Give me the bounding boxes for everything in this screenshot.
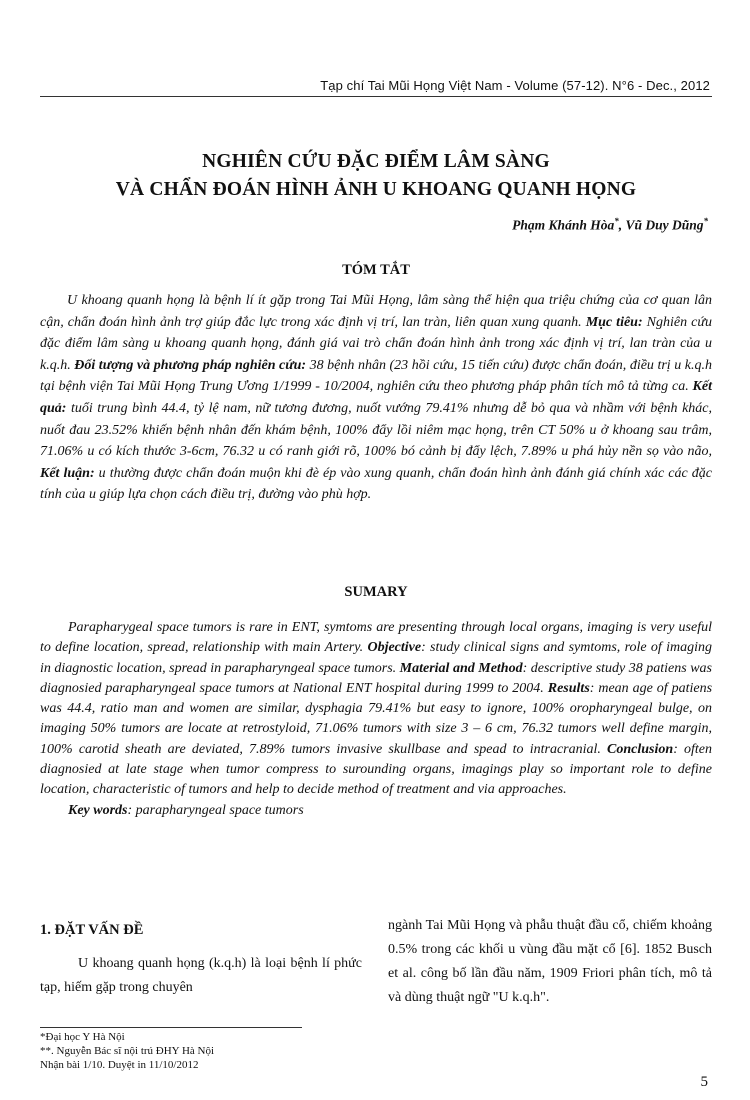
- section-1-heading: 1. ĐẶT VẤN ĐỀ: [40, 922, 144, 938]
- summary-keywords-text: : parapharyngeal space tumors: [127, 802, 304, 818]
- summary-results-label: Results: [547, 680, 590, 696]
- section-1-left-column: U khoang quanh họng (k.q.h) là loại bệnh lí phức tạp, hiếm gặp trong chuyên: [40, 956, 362, 995]
- summary-intro: Parapharygeal space tumors is rare in ENT, symtoms are presenting through local organs, imaging is very useful to define location, spread, relationship with main Artery.: [40, 620, 712, 656]
- tomtat-muctieu-label: Mục tiêu:: [585, 314, 643, 330]
- tomtat-abstract: [40, 290, 712, 506]
- tomtat-heading: TÓM TẮT: [342, 262, 410, 278]
- tomtat-muctieu-text: Nghiên cứu đặc điểm lâm sàng u khoang quanh họng, đánh giá vai trò chẩn đoán hình ảnh trong xác định vị trí, lan tràn của u k.q.h.: [40, 314, 712, 373]
- author-2: Vũ Duy Dũng: [625, 217, 704, 233]
- tomtat-ketqua-text: tuổi trung bình 44.4, tỷ lệ nam, nữ tương đương, nuốt vướng 79.41% nhưng dễ bỏ qua và nhầm với bệnh khác, nuốt đau 23.52% khiến bệnh nhân đến khám bệnh, 100% đẩy lồi niêm mạc họng, trên CT 50% u ở khoang sau trâm, 71.06% u có kích thước 3-6cm, 76.32 u có ranh giới rõ, 100% bó cảnh bị đẩy lệch, 7.89% u phá hủy nền sọ vào não,: [40, 400, 712, 460]
- footnote-2: **. Nguyễn Bác sĩ nội trú ĐHY Hà Nội: [40, 1045, 215, 1057]
- summary-material-text: : descriptive study 38 patiens was diagnosied parapharyngeal space tumors at National ENT hospital during 1999 to 2004.: [40, 660, 713, 696]
- page-number: 5: [700, 1074, 708, 1090]
- header-divider: [40, 96, 712, 97]
- footnotes: [40, 1030, 340, 1072]
- section-1-right-column: ngành Tai Mũi Họng và phẫu thuật đầu cổ, chiếm khoảng 0.5% trong các khối u vùng đầu mặt cổ [6]. 1852 Busch et al. công bố lần đầu năm, 1909 Friori phân tích, mô tả và dùng thuật ngữ "U k.q.h".: [388, 918, 712, 1005]
- tomtat-ketluan-text: u thường được chẩn đoán muộn khi đè ép vào xung quanh, chẩn đoán hình ảnh đánh giá chính xác các đặc tính của u giúp lựa chọn cách điều trị, đường vào phù hợp.: [40, 465, 712, 503]
- summary-results-text: : mean age of patiens was 44.4, ratio man and women are similar, dysphagia 79.41% but easy to ignore, 100% oropharyngeal bulge, on imaging 50% tumors are locate at retrostyloid, 71.06% tumors with size 3 – 6 cm, 76.32 tumors well define margin, 100% carotid sheath are deviated, 7.89% tumors invasive skullbase and spead to intracranial.: [40, 680, 713, 757]
- summary-objective-label: Objective: [367, 640, 422, 656]
- tomtat-doituong-label: Đối tượng và phương pháp nghiên cứu:: [74, 357, 307, 373]
- tomtat-intro: U khoang quanh họng là bệnh lí ít gặp trong Tai Mũi Họng, lâm sàng thể hiện qua triệu chứng của cơ quan lân cận, chẩn đoán hình ảnh trợ giúp đắc lực trong xác định vị trí, lan tràn, liên quan xung quanh.: [40, 293, 712, 330]
- summary-conclusion-label: Conclusion: [607, 741, 674, 757]
- footnote-divider: [40, 1027, 302, 1028]
- summary-conclusion-text: : often diagnosied at late stage when tumor compress to surounding organs, imagings play so important role to define location, characteristic of tumors and help to decide method of treatment and via approaches.: [40, 741, 713, 798]
- journal-header: Tạp chí Tai Mũi Họng Việt Nam - Volume (57-12). N°6 - Dec., 2012: [320, 78, 710, 93]
- footnote-1: *Đại học Y Hà Nội: [40, 1031, 125, 1043]
- summary-abstract: [40, 618, 712, 821]
- title-line-1: NGHIÊN CỨU ĐẶC ĐIỂM LÂM SÀNG: [202, 151, 550, 172]
- article-title: [40, 148, 712, 204]
- title-line-2: VÀ CHẨN ĐOÁN HÌNH ẢNH U KHOANG QUANH HỌNG: [115, 179, 637, 200]
- author-1: Phạm Khánh Hòa: [512, 217, 615, 233]
- author-1-mark: *: [614, 216, 619, 226]
- summary-keywords-label: Key words: [68, 802, 128, 818]
- author-line: [512, 216, 708, 234]
- summary-heading: SUMARY: [344, 584, 408, 600]
- tomtat-ketqua-label: Kết quả:: [40, 379, 712, 416]
- summary-objective-text: : study clinical signs and symtoms, role of imaging in diagnostic location, spread in parapharyngeal space tumors.: [40, 640, 712, 676]
- footnote-3: Nhận bài 1/10. Duyệt in 11/10/2012: [40, 1059, 199, 1071]
- tomtat-ketluan-label: Kết luận:: [40, 465, 95, 481]
- author-2-mark: *: [703, 216, 708, 226]
- author-separator: ,: [618, 217, 626, 233]
- summary-material-label: Material and Method: [399, 660, 523, 676]
- tomtat-doituong-text: 38 bệnh nhân (23 hồi cứu, 15 tiến cứu) được chẩn đoán, điều trị u k.q.h tại bệnh viện Tai Mũi Họng Trung Ương 1/1999 - 10/2004, nghiên cứu theo phương pháp phân tích mô tả từng ca.: [40, 357, 713, 395]
